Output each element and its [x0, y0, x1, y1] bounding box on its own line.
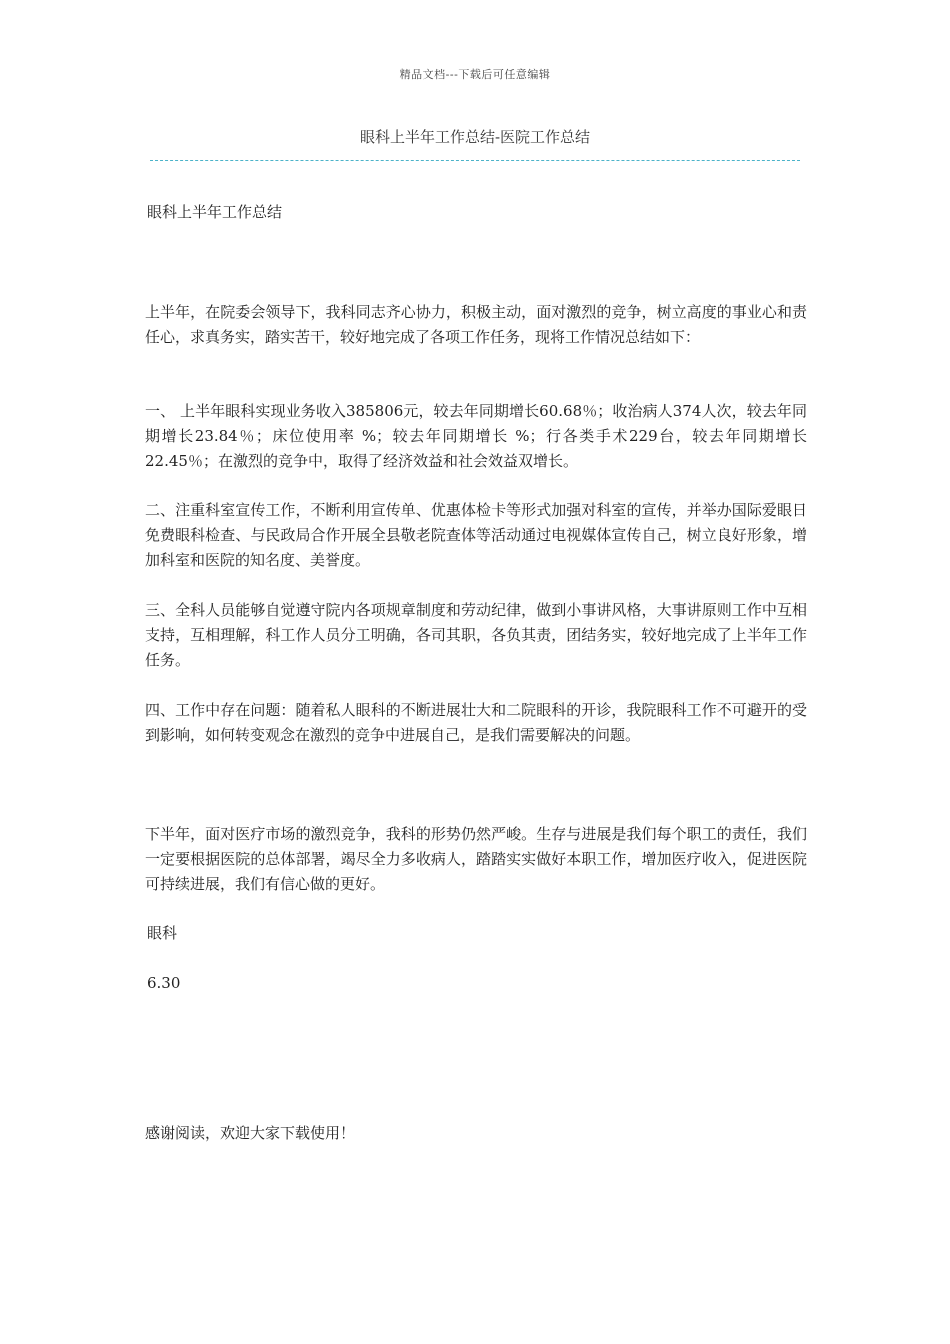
signature: 眼科 [147, 924, 178, 942]
header-note: 精品文档---下载后可任意编辑 [399, 68, 551, 81]
date: 6.30 [147, 974, 181, 992]
section-heading: 眼科上半年工作总结 [147, 203, 283, 221]
item-1-paragraph: 一、 上半年眼科实现业务收入385806元，较去年同期增长60.68％；收治病人374人次，较去年同期增长23.84％；床位使用率 %；较去年同期增长 %；行各类手术229台，较去年同期增长22.45％；在激烈的竞争中，取得了经济效益和社会效益双增长。 [145, 402, 807, 470]
document-title: 眼科上半年工作总结-医院工作总结 [359, 128, 591, 146]
thanks-note: 感谢阅读，欢迎大家下载使用！ [145, 1124, 356, 1142]
title-divider [150, 160, 800, 161]
item-2-paragraph: 二、注重科室宣传工作，不断利用宣传单、优惠体检卡等形式加强对科室的宣传，并举办国际爱眼日免费眼科检查、与民政局合作开展全县敬老院查体等活动通过电视媒体宣传自己，树立良好形象，增加科室和医院的知名度、美誉度。 [145, 501, 807, 569]
outlook-paragraph: 下半年，面对医疗市场的激烈竞争，我科的形势仍然严峻。生存与进展是我们每个职工的责任，我们一定要根据医院的总体部署，竭尽全力多收病人，踏踏实实做好本职工作，增加医疗收入，促进医院可持续进展，我们有信心做的更好。 [145, 825, 807, 893]
intro-paragraph: 上半年，在院委会领导下，我科同志齐心协力，积极主动，面对激烈的竞争，树立高度的事业心和责任心，求真务实，踏实苦干，较好地完成了各项工作任务，现将工作情况总结如下： [145, 303, 807, 346]
item-3-paragraph: 三、全科人员能够自觉遵守院内各项规章制度和劳动纪律，做到小事讲风格，大事讲原则工作中互相支持，互相理解，科工作人员分工明确，各司其职，各负其责，团结务实，较好地完成了上半年工作任务。 [145, 601, 807, 669]
item-4-paragraph: 四、工作中存在问题：随着私人眼科的不断进展壮大和二院眼科的开诊，我院眼科工作不可避开的受到影响，如何转变观念在激烈的竞争中进展自己，是我们需要解决的问题。 [145, 701, 807, 744]
